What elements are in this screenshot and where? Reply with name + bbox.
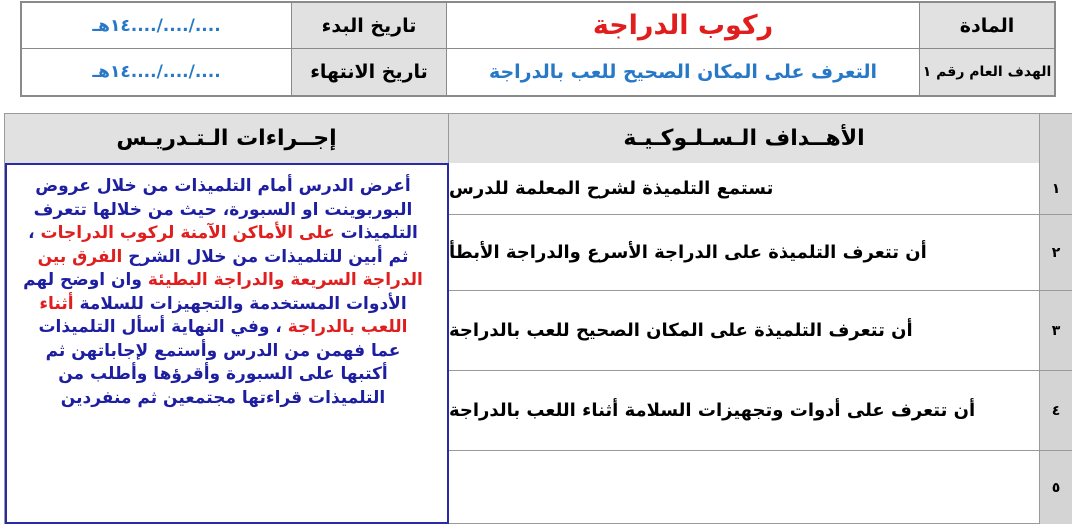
end-date-label: تاريخ الانتهاء	[291, 49, 446, 95]
table-row	[449, 215, 1072, 291]
lesson-title: ركوب الدراجة	[446, 3, 919, 49]
procedure-part: أعرض الدرس أمام التلميذات من خلال عروض البوربوينت او السبورة، حيث من خلالها تتعرف التلميذات	[33, 176, 418, 243]
row-number: ٣	[1039, 291, 1072, 370]
goals-heading: الأهــداف الـسـلـوكـيـة	[449, 114, 1039, 163]
goal-text: أن تتعرف على أدوات وتجهيزات السلامة أثناء اللعب بالدراجة	[449, 400, 976, 421]
table-row	[449, 291, 1072, 371]
start-date-label: تاريخ البدء	[291, 3, 446, 49]
procedure-highlight: على الأماكن الآمنة لركوب الدراجات	[40, 223, 335, 243]
lesson-plan-table	[4, 113, 1072, 524]
row-number: ٢	[1039, 215, 1072, 290]
goals-rows	[449, 163, 1072, 524]
table-row	[449, 163, 1072, 215]
end-date-value: ..../..../....١٤هـ	[92, 62, 221, 82]
goal-text: تستمع التلميذة لشرح المعلمة للدرس	[449, 178, 774, 199]
row-number: ٥	[1039, 451, 1072, 524]
number-column-heading	[1039, 114, 1072, 163]
teaching-procedures-text	[5, 163, 449, 524]
objective-text: التعرف على المكان الصحيح للعب بالدراجة	[446, 49, 919, 95]
row-number: ٤	[1039, 371, 1072, 450]
goal-text: أن تتعرف التلميذة على الدراجة الأسرع والدراجة الأبطأ	[449, 242, 927, 263]
start-date-value: ..../..../....١٤هـ	[22, 3, 291, 49]
goal-text: أن تتعرف التلميذة على المكان الصحيح للعب بالدراجة	[449, 320, 913, 341]
procedures-heading: إجــراءات الـتـدريـس	[5, 114, 449, 163]
objective-label: الهدف العام رقم ١	[919, 49, 1054, 95]
subject-label: المادة	[919, 3, 1054, 49]
procedure-part: ، وفي النهاية أسأل التلميذات عما فهمن من الدرس وأستمع لإجاباتهن ثم أكتبها على السبورة وأقرؤها وأطلب من التلميذات قراءتها مجتمعين ثم منفردين	[38, 317, 401, 408]
procedure-part: ، ثم أبين للتلميذات من خلال الشرح	[28, 223, 409, 267]
goal-text	[449, 451, 1039, 524]
row-number: ١	[1039, 163, 1072, 214]
procedure-highlight: الفرق بين الدراجة السريعة والدراجة البطيئة	[37, 246, 423, 290]
table-header-row	[5, 114, 1071, 163]
lesson-header-table	[20, 1, 1056, 97]
procedure-part: وان اوضح لهم الأدوات المستخدمة والتجهيزات للسلامة	[23, 270, 407, 314]
table-row	[449, 451, 1072, 524]
procedure-highlight: أثناء اللعب بالدراجة	[39, 293, 408, 337]
table-row	[449, 371, 1072, 451]
